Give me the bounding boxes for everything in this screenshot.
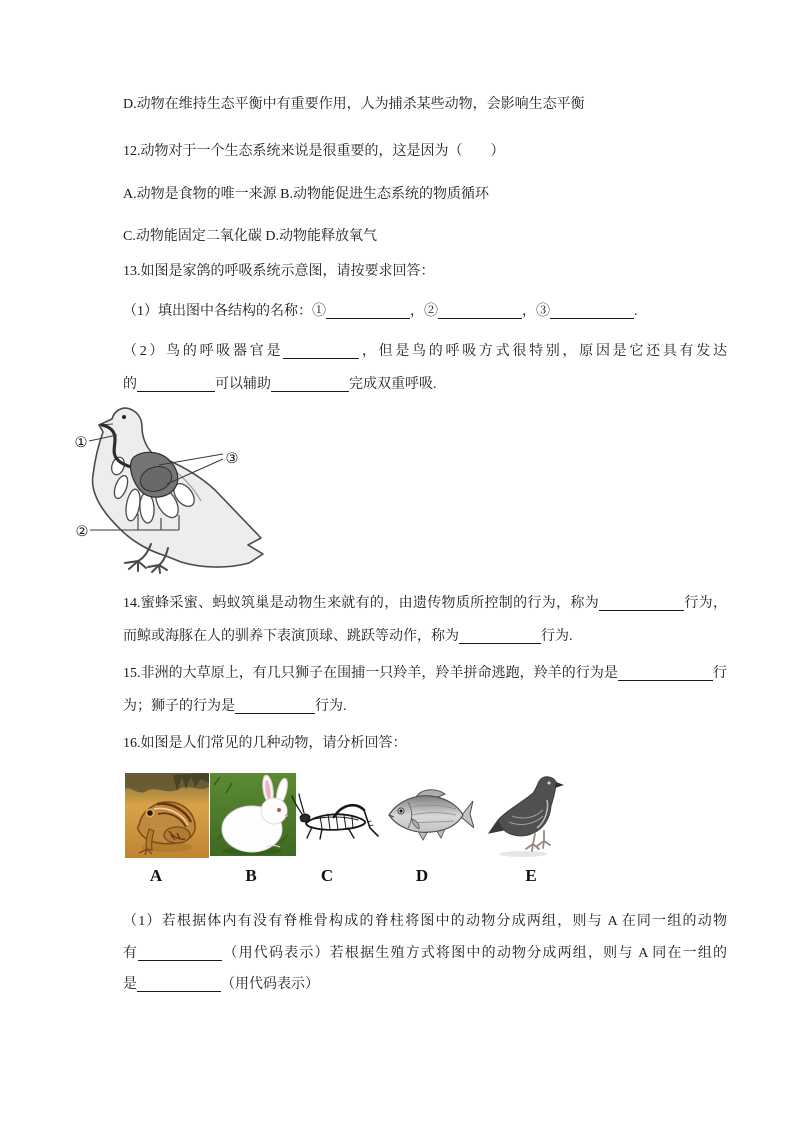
animal-letter-b: B xyxy=(245,866,257,885)
answer-blank xyxy=(137,376,215,392)
answer-blank xyxy=(550,303,634,319)
animal-photo-a xyxy=(125,773,209,863)
q13-stem: 13.如图是家鸽的呼吸系统示意图，请按要求回答： xyxy=(123,264,435,279)
q14-line2: 而鲸或海豚在人的驯养下表演顶球、跳跃等动作，称为 行为. xyxy=(123,629,573,644)
animal-letter-d: D xyxy=(415,866,429,885)
label-3: ③ xyxy=(225,451,239,467)
animal-photo-b xyxy=(210,773,296,861)
pigeon-diagram-svg xyxy=(55,405,275,590)
answer-blank xyxy=(459,628,541,644)
answer-blank xyxy=(618,665,713,681)
q16-part1-line2: 有 （用代码表示）若根据生殖方式将图中的动物分成两组，则与 A 同在一组的 xyxy=(123,946,728,961)
animal-photo-c xyxy=(290,790,380,847)
q15-line1: 15.非洲的大草原上，有几只狮子在围捕一只羚羊，羚羊拼命逃跑，羚羊的行为是 行 xyxy=(123,666,728,681)
q14-line1: 14.蜜蜂采蜜、蚂蚁筑巢是动物生来就有的，由遗传物质所控制的行为，称为 行为， xyxy=(123,596,728,611)
fish-photo xyxy=(384,785,474,843)
pigeon-photo xyxy=(487,772,567,858)
label-1: ① xyxy=(74,435,88,451)
bird-respiratory-diagram xyxy=(55,405,275,590)
animal-photo-e xyxy=(487,772,567,863)
q12-options-ab: A.动物是食物的唯一来源 B.动物能促进生态系统的物质循环 xyxy=(123,187,489,202)
grasshopper-drawing xyxy=(290,790,380,842)
q15-line2: 为；狮子的行为是 行为. xyxy=(123,699,347,714)
answer-blank xyxy=(438,303,522,319)
label-2: ② xyxy=(75,524,89,540)
q16-part1-line1: （1）若根据体内有没有脊椎骨构成的脊柱将图中的动物分成两组，则与 A 在同一组的动物 xyxy=(123,914,727,929)
q13-part2-line1: （2）鸟的呼吸器官是 ，但是鸟的呼吸方式很特别，原因是它还具有发达 xyxy=(123,344,727,359)
q12-options-cd: C.动物能固定二氧化碳 D.动物能释放氧气 xyxy=(123,229,377,244)
q16-part1-line3: 是 （用代码表示） xyxy=(123,977,319,992)
answer-blank xyxy=(137,976,221,992)
q12-stem: 12.动物对于一个生态系统来说是很重要的，这是因为（ ） xyxy=(123,144,505,159)
rabbit-photo xyxy=(210,773,296,856)
q13-part1: （1）填出图中各结构的名称：① ，② ，③ . xyxy=(123,304,638,319)
animal-letter-e: E xyxy=(525,866,537,885)
answer-blank xyxy=(283,343,359,359)
animal-letter-c: C xyxy=(320,866,334,885)
frog-photo xyxy=(125,773,209,858)
q11-option-d: D.动物在维持生态平衡中有重要作用，人为捕杀某些动物，会影响生态平衡 xyxy=(123,97,585,112)
animal-letter-a: A xyxy=(149,866,163,885)
animal-photo-d xyxy=(384,785,474,848)
answer-blank xyxy=(271,376,349,392)
bird-eye xyxy=(122,415,126,419)
answer-blank xyxy=(235,698,315,714)
q16-stem: 16.如图是人们常见的几种动物，请分析回答： xyxy=(123,736,407,751)
q13-part2-line2: 的 可以辅助 完成双重呼吸. xyxy=(123,377,437,392)
answer-blank xyxy=(599,595,684,611)
answer-blank xyxy=(138,945,222,961)
answer-blank xyxy=(326,303,410,319)
